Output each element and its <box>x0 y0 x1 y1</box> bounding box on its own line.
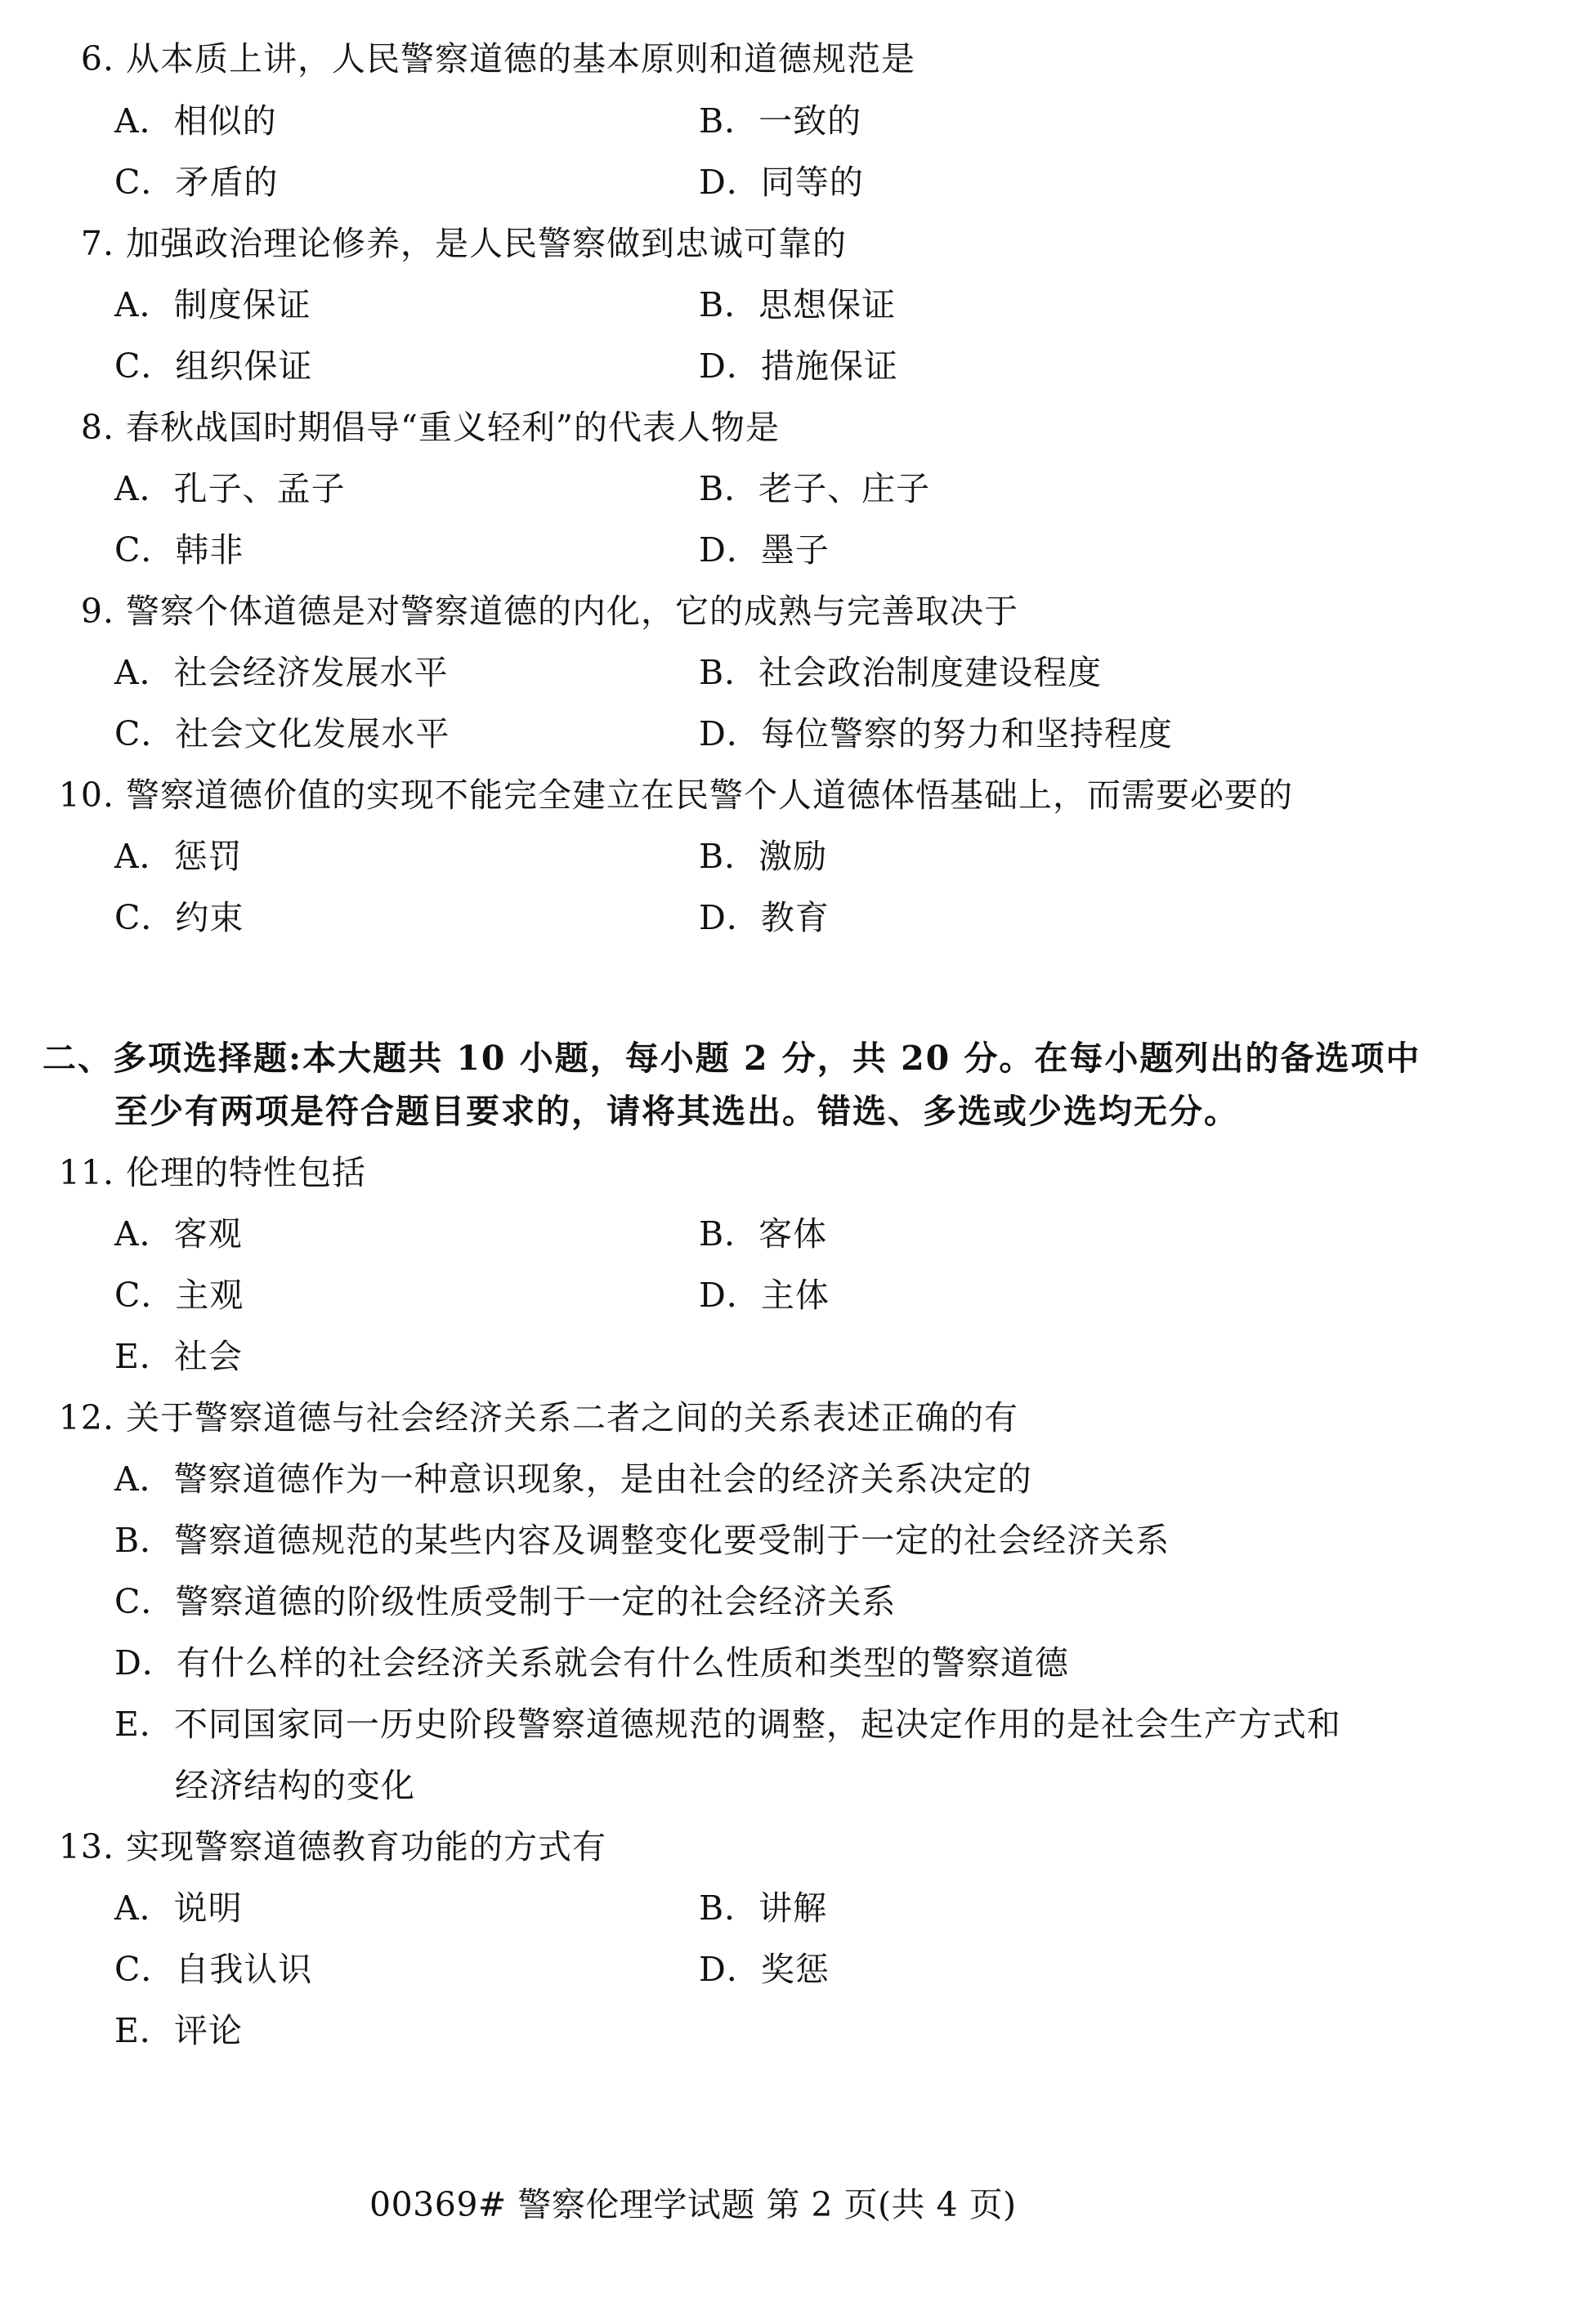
question-11-option-d: D．主体 <box>699 1276 830 1315</box>
question-9-option-d: D．每位警察的努力和坚持程度 <box>699 714 1173 753</box>
question-11-option-e: E．社会 <box>114 1337 243 1376</box>
question-6-option-d: D．同等的 <box>699 163 864 202</box>
question-7-option-d: D．措施保证 <box>699 346 898 386</box>
question-10-option-a: A．惩罚 <box>114 837 243 876</box>
question-8-stem: 8. 春秋战国时期倡导“重义轻利”的代表人物是 <box>80 408 780 447</box>
question-12-option-a: A．警察道德作为一种意识现象，是由社会的经济关系决定的 <box>114 1459 1032 1499</box>
question-12-option-d: D．有什么样的社会经济关系就会有什么性质和类型的警察道德 <box>114 1643 1069 1683</box>
question-12-stem: 12. 关于警察道德与社会经济关系二者之间的关系表述正确的有 <box>58 1398 1019 1437</box>
question-7-stem: 7. 加强政治理论修养，是人民警察做到忠诚可靠的 <box>80 224 848 263</box>
question-13-option-b: B．讲解 <box>699 1888 828 1928</box>
question-12-option-b: B．警察道德规范的某些内容及调整变化要受制于一定的社会经济关系 <box>114 1521 1170 1560</box>
section-2-heading-line-2: 至少有两项是符合题目要求的，请将其选出。错选、多选或少选均无分。 <box>114 1092 1239 1131</box>
question-6-option-c: C．矛盾的 <box>114 163 279 202</box>
question-11-option-a: A．客观 <box>114 1214 243 1254</box>
question-13-option-a: A．说明 <box>114 1888 243 1928</box>
question-8-option-b: B．老子、庄子 <box>699 469 931 508</box>
question-11-option-b: B．客体 <box>699 1214 828 1254</box>
question-11-option-c: C．主观 <box>114 1276 244 1315</box>
question-13-option-e: E．评论 <box>114 2011 243 2050</box>
question-13-option-d: D．奖惩 <box>699 1950 830 1989</box>
question-10-option-d: D．教育 <box>699 898 830 937</box>
question-6-option-a: A．相似的 <box>114 101 277 141</box>
question-12-option-e-continued: 经济结构的变化 <box>175 1766 415 1805</box>
question-9-option-c: C．社会文化发展水平 <box>114 714 450 753</box>
question-7-option-a: A．制度保证 <box>114 285 311 324</box>
question-11-stem: 11. 伦理的特性包括 <box>58 1153 367 1192</box>
question-9-option-a: A．社会经济发展水平 <box>114 653 449 692</box>
question-10-option-c: C．约束 <box>114 898 244 937</box>
question-8-option-c: C．韩非 <box>114 530 244 570</box>
question-6-stem: 6. 从本质上讲，人民警察道德的基本原则和道德规范是 <box>80 39 916 78</box>
question-7-option-c: C．组织保证 <box>114 346 313 386</box>
question-12-option-e: E．不同国家同一历史阶段警察道德规范的调整，起决定作用的是社会生产方式和 <box>114 1705 1341 1744</box>
page-footer: 00369# 警察伦理学试题 第 2 页(共 4 页) <box>369 2185 1017 2224</box>
question-8-option-a: A．孔子、孟子 <box>114 469 346 508</box>
question-9-option-b: B．社会政治制度建设程度 <box>699 653 1103 692</box>
question-12-option-c: C．警察道德的阶级性质受制于一定的社会经济关系 <box>114 1582 897 1621</box>
question-13-option-c: C．自我认识 <box>114 1950 313 1989</box>
question-9-stem: 9. 警察个体道德是对警察道德的内化，它的成熟与完善取决于 <box>80 592 1019 631</box>
question-13-stem: 13. 实现警察道德教育功能的方式有 <box>58 1827 607 1866</box>
question-7-option-b: B．思想保证 <box>699 285 897 324</box>
question-10-option-b: B．激励 <box>699 837 828 876</box>
question-8-option-d: D．墨子 <box>699 530 830 570</box>
section-2-heading-line-1: 二、多项选择题:本大题共 10 小题，每小题 2 分，共 20 分。在每小题列出的备选项中 <box>43 1039 1421 1078</box>
question-10-stem: 10. 警察道德价值的实现不能完全建立在民警个人道德体悟基础上，而需要必要的 <box>58 775 1294 815</box>
question-6-option-b: B．一致的 <box>699 101 862 141</box>
